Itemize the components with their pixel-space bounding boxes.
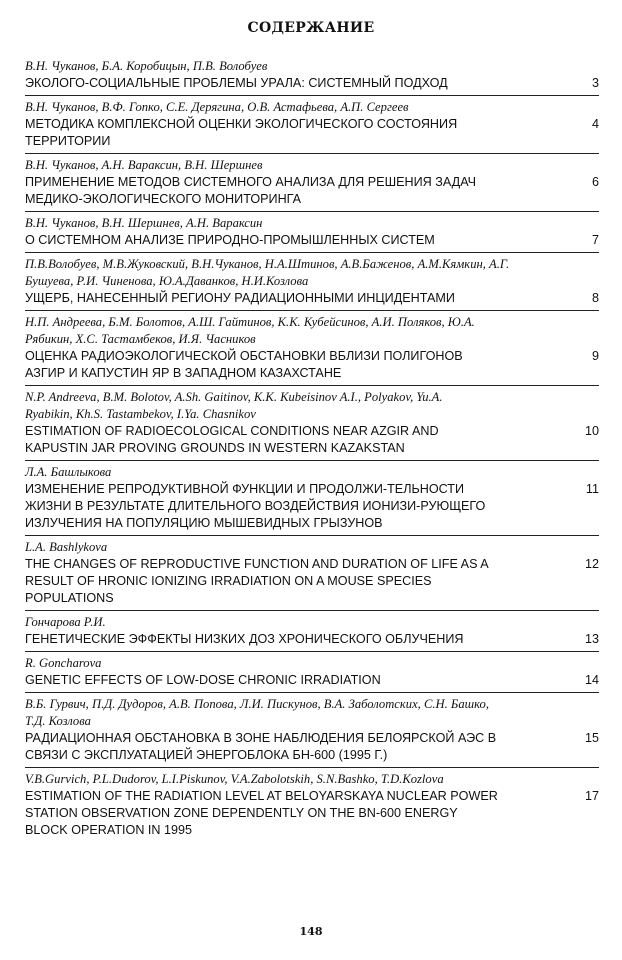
toc-entry-title-block <box>25 348 599 382</box>
toc-entry-authors: П.В.Волобуев, М.В.Жуковский, В.Н.Чуканов, Н.А.Штинов, А.В.Баженов, А.М.Кямкин, А.Г. Бушуева, Р.И. Чиненова, Ю.А.Даванков, Н.И.Козлова <box>25 257 510 288</box>
toc-entry-authors: В.Б. Гурвич, П.Д. Дудоров, А.В. Попова, Л.И. Пискунов, В.А. Заболотских, С.Н. Башко, Т.Д. Козлова <box>25 697 489 728</box>
toc-entry-page-number: 9 <box>591 349 599 363</box>
toc-entry[interactable] <box>25 696 599 768</box>
toc-entry-title-block <box>25 116 599 150</box>
page-heading: СОДЕРЖАНИЕ <box>247 20 375 36</box>
toc-entry-title-block <box>25 174 599 208</box>
toc-entry-page-number: 15 <box>584 731 599 745</box>
toc-entry-page-number: 10 <box>584 424 599 438</box>
toc-entry-title: УЩЕРБ, НАНЕСЕННЫЙ РЕГИОНУ РАДИАЦИОННЫМИ ИНЦИДЕНТАМИ <box>25 291 455 305</box>
toc-entry-authors: Н.П. Андреева, Б.М. Болотов, А.Ш. Гайтинов, К.К. Кубейсинов, А.И. Поляков, Ю.А. Рябикин, Х.С. Тастамбеков, И.Я. Часников <box>25 315 475 346</box>
toc-entry-page-number: 7 <box>591 233 599 247</box>
table-of-contents <box>25 58 599 845</box>
toc-entry-authors: В.Н. Чуканов, А.Н. Вараксин, В.Н. Шершнев <box>25 158 263 172</box>
toc-entry[interactable] <box>25 58 599 96</box>
toc-entry[interactable] <box>25 655 599 693</box>
toc-entry-title-block <box>25 672 599 689</box>
toc-entry[interactable] <box>25 771 599 842</box>
toc-entry-title: ГЕНЕТИЧЕСКИЕ ЭФФЕКТЫ НИЗКИХ ДОЗ ХРОНИЧЕСКОГО ОБЛУЧЕНИЯ <box>25 632 464 646</box>
toc-entry-authors: Л.А. Башлыкова <box>25 465 112 479</box>
toc-entry-title: ОЦЕНКА РАДИОЭКОЛОГИЧЕСКОЙ ОБСТАНОВКИ ВБЛИЗИ ПОЛИГОНОВ АЗГИР И КАПУСТИН ЯР В ЗАПАДНОМ КАЗАХСТАНЕ <box>25 349 463 380</box>
toc-entry-authors: V.B.Gurvich, P.L.Dudorov, L.I.Piskunov, V.A.Zabolotskih, S.N.Bashko, T.D.Kozlova <box>25 772 444 786</box>
toc-entry[interactable] <box>25 157 599 212</box>
toc-entry-title: ESTIMATION OF THE RADIATION LEVEL AT BELOYARSKAYA NUCLEAR POWER STATION OBSERVATION ZONE DEPENDENTLY ON THE BN-600 ENERGY BLOCK OPERATION IN 1995 <box>25 789 498 837</box>
toc-entry[interactable] <box>25 314 599 386</box>
toc-entry-title-block <box>25 556 599 607</box>
toc-entry-page-number: 14 <box>584 673 599 687</box>
toc-entry-authors: N.P. Andreeva, B.M. Bolotov, A.Sh. Gaitinov, K.K. Kubeisinov A.I., Polyakov, Yu.A. Ryabikin, Kh.S. Tastambekov, I.Ya. Chasnikov <box>25 390 443 421</box>
toc-entry[interactable] <box>25 256 599 311</box>
toc-entry-page-number: 4 <box>591 117 599 131</box>
toc-entry-authors: Гончарова Р.И. <box>25 615 106 629</box>
toc-entry-title: МЕТОДИКА КОМПЛЕКСНОЙ ОЦЕНКИ ЭКОЛОГИЧЕСКОГО СОСТОЯНИЯ ТЕРРИТОРИИ <box>25 117 458 148</box>
toc-entry-title: THE CHANGES OF REPRODUCTIVE FUNCTION AND DURATION OF LIFE AS A RESULT OF HRONIC IONIZING IRRADIATION ON A MOUSE SPECIES POPULATIONS <box>25 557 489 605</box>
toc-entry-title-block <box>25 481 599 532</box>
toc-entry-title-block <box>25 631 599 648</box>
toc-entry-title: ИЗМЕНЕНИЕ РЕПРОДУКТИВНОЙ ФУНКЦИИ И ПРОДОЛЖИ-ТЕЛЬНОСТИ ЖИЗНИ В РЕЗУЛЬТАТЕ ДЛИТЕЛЬНОГО ВОЗДЕЙСТВИЯ ИОНИЗИ-РУЮЩЕГО ИЗЛУЧЕНИЯ НА ПОПУЛЯЦИЮ МЫШЕВИДНЫХ ГРЫЗУНОВ <box>25 482 486 530</box>
toc-entry-title-block <box>25 232 599 249</box>
toc-entry-page-number: 13 <box>584 632 599 646</box>
toc-entry[interactable] <box>25 539 599 611</box>
toc-entry[interactable] <box>25 614 599 652</box>
toc-entry-page-number: 3 <box>591 76 599 90</box>
toc-entry-title: О СИСТЕМНОМ АНАЛИЗЕ ПРИРОДНО-ПРОМЫШЛЕННЫХ СИСТЕМ <box>25 233 435 247</box>
toc-entry-title: GENETIC EFFECTS OF LOW-DOSE CHRONIC IRRADIATION <box>25 673 381 687</box>
toc-entry-page-number: 12 <box>584 557 599 571</box>
toc-entry-title-block <box>25 730 599 764</box>
toc-entry[interactable] <box>25 215 599 253</box>
toc-entry-authors: В.Н. Чуканов, Б.А. Коробицын, П.В. Волобуев <box>25 59 268 73</box>
toc-entry-authors: В.Н. Чуканов, В.Ф. Гопко, С.Е. Дерягина, О.В. Астафьева, А.П. Сергеев <box>25 100 409 114</box>
toc-entry[interactable] <box>25 464 599 536</box>
toc-entry-page-number: 8 <box>591 291 599 305</box>
toc-entry-title-block <box>25 788 599 839</box>
toc-entry-authors: R. Goncharova <box>25 656 102 670</box>
toc-entry-title: ЭКОЛОГО-СОЦИАЛЬНЫЕ ПРОБЛЕМЫ УРАЛА: СИСТЕМНЫЙ ПОДХОД <box>25 76 448 90</box>
page-number: 148 <box>299 925 323 938</box>
toc-entry-title-block <box>25 423 599 457</box>
toc-entry-page-number: 11 <box>585 482 599 496</box>
toc-entry-authors: L.A. Bashlykova <box>25 540 108 554</box>
toc-entry-title-block <box>25 290 599 307</box>
toc-entry-title: ESTIMATION OF RADIOECOLOGICAL CONDITIONS NEAR AZGIR AND KAPUSTIN JAR PROVING GROUNDS IN WESTERN KAZAKSTAN <box>25 424 439 455</box>
toc-entry-page-number: 6 <box>591 175 599 189</box>
toc-entry-title: РАДИАЦИОННАЯ ОБСТАНОВКА В ЗОНЕ НАБЛЮДЕНИЯ БЕЛОЯРСКОЙ АЭС В СВЯЗИ С ЭКСПЛУАТАЦИЕЙ ЭНЕРГОБЛОКА БН-600 (1995 Г.) <box>25 731 497 762</box>
toc-entry-title: ПРИМЕНЕНИЕ МЕТОДОВ СИСТЕМНОГО АНАЛИЗА ДЛЯ РЕШЕНИЯ ЗАДАЧ МЕДИКО-ЭКОЛОГИЧЕСКОГО МОНИТОРИНГА <box>25 175 477 206</box>
toc-entry-page-number: 17 <box>584 789 599 803</box>
toc-entry-authors: В.Н. Чуканов, В.Н. Шершнев, А.Н. Вараксин <box>25 216 263 230</box>
toc-entry[interactable] <box>25 99 599 154</box>
toc-entry[interactable] <box>25 389 599 461</box>
toc-entry-title-block <box>25 75 599 92</box>
